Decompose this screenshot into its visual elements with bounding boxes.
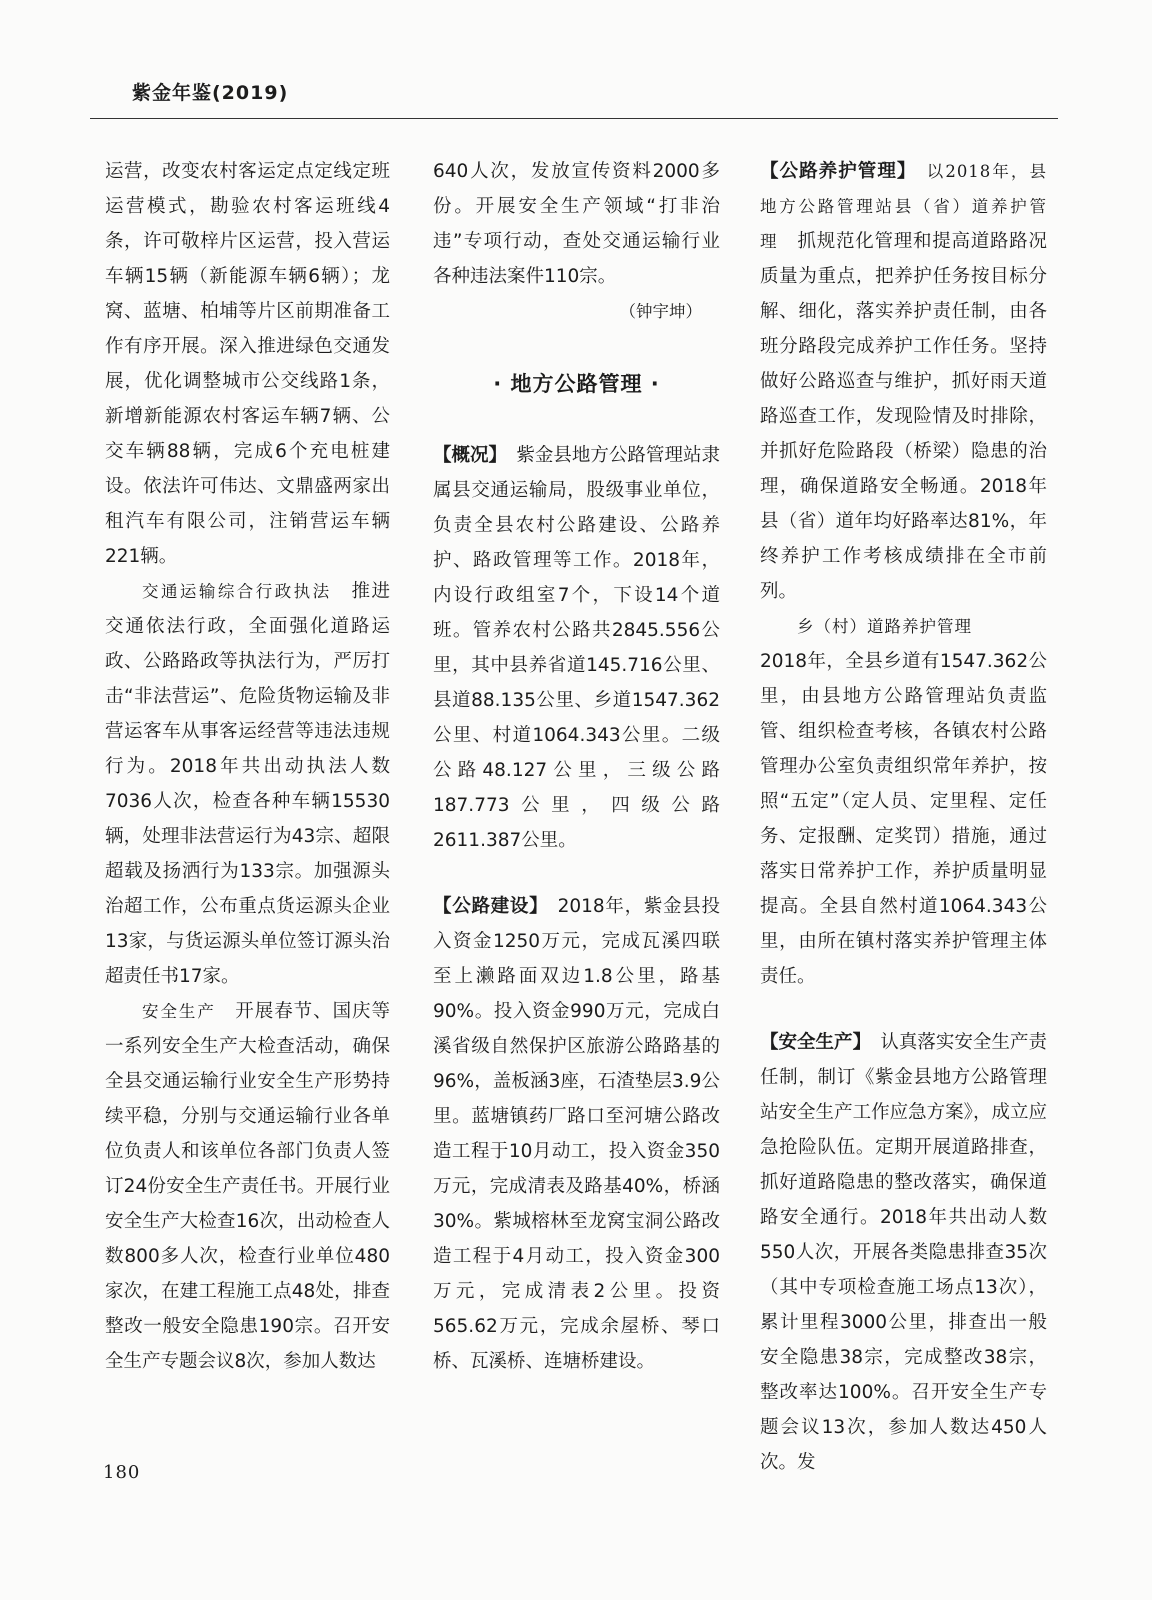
paragraph-text: 开展春节、国庆等一系列安全生产大检查活动，确保全县交通运输行业安全生产形势持续平稳，分别与交通运输行业各单位负责人和该单位各部门负责人签订24份安全生产责任书。开展行业安全生产大检查16次，出动检查人数800多人次，检查行业单位480家次，在建工程施工点48处，排查整改一般安全隐患190宗。召开安全生产专题会议8次，参加人数达 bbox=[105, 1001, 390, 1372]
subheading: 以2018年，县地方公路管理站县（省）道养护管理 bbox=[760, 162, 1047, 251]
subheading: 安全生产 bbox=[142, 1002, 216, 1021]
paragraph bbox=[433, 438, 720, 858]
paragraph bbox=[760, 154, 1047, 609]
paragraph-text: 紫金县地方公路管理站隶属县交通运输局，股级事业单位，负责全县农村公路建设、公路养护、路政管理等工作。2018年，内设行政组室7个，下设14个道班。管养农村公路共2845.556公里，其中县养省道145.716公里、县道88.135公里、乡道1547.362公里、村道1064.343公里。二级公路48.127公里，三级公路187.773公里，四级公路2611.387公里。 bbox=[433, 445, 720, 851]
paragraph bbox=[760, 1025, 1047, 1480]
bracket-heading: 【安全生产】 bbox=[760, 1032, 872, 1053]
paragraph bbox=[105, 574, 390, 994]
paragraph bbox=[760, 609, 1047, 994]
page-header bbox=[90, 78, 1058, 105]
column-middle bbox=[433, 154, 720, 1379]
book-title: 紫金年鉴(2019) bbox=[132, 82, 289, 104]
paragraph: 640人次，发放宣传资料2000多份。开展安全生产领域“打非治违”专项行动，查处交通运输行业各种违法案件110宗。 bbox=[433, 161, 720, 287]
bracket-heading: 【概况】 bbox=[433, 445, 508, 466]
paragraph bbox=[433, 889, 720, 1379]
paragraph-text: 2018年，紫金县投入资金1250万元，完成瓦溪四联至上濑路面双边1.8公里，路基90%。投入资金990万元，完成白溪省级自然保护区旅游公路路基的96%，盖板涵3座，石渣垫层3.9公里。蓝塘镇药厂路口至河塘公路改造工程于10月动工，投入资金350万元，完成清表及路基40%，桥涵30%。紫城榕林至龙窝宝洞公路改造工程于4月动工，投入资金300万元，完成清表2公里。投资565.62万元，完成余屋桥、琴口桥、瓦溪桥、连塘桥建设。 bbox=[433, 896, 720, 1372]
page-number: 180 bbox=[103, 1462, 141, 1483]
author-byline: （钟宇坤） bbox=[619, 302, 702, 321]
paragraph bbox=[105, 994, 390, 1379]
subheading: 交通运输综合行政执法 bbox=[142, 582, 332, 601]
bracket-heading: 【公路建设】 bbox=[433, 896, 549, 917]
paragraph-text: 推进交通依法行政，全面强化道路运政、公路路政等执法行为，严厉打击“非法营运”、危险货物运输及非营运客车从事客运经营等违法违规行为。2018年共出动执法人数7036人次，检查各种车辆15530辆，处理非法营运行为43宗、超限超载及扬洒行为133宗。加强源头治超工作，公布重点货运源头企业13家，与货运源头单位签订源头治超责任书17家。 bbox=[105, 581, 390, 987]
paragraph: 运营，改变农村客运定点定线定班运营模式，勘验农村客运班线4条，许可敬梓片区运营，投入营运车辆15辆（新能源车辆6辆）；龙窝、蓝塘、柏埔等片区前期准备工作有序开展。深入推进绿色交通发展，优化调整城市公交线路1条，新增新能源农村客运车辆7辆、公交车辆88辆，完成6个充电桩建设。依法许可伟达、文鼎盛两家出租汽车有限公司，注销营运车辆221辆。 bbox=[105, 161, 390, 567]
column-right bbox=[760, 154, 1047, 1480]
paragraph-text: 抓规范化管理和提高道路路况质量为重点，把养护任务按目标分解、细化，落实养护责任制，由各班分路段完成养护工作任务。坚持做好公路巡查与维护，抓好雨天道路巡查工作，发现险情及时排除，并抓好危险路段（桥梁）隐患的治理，确保道路安全畅通。2018年县（省）道年均好路率达81%，年终养护工作考核成绩排在全市前列。 bbox=[760, 231, 1047, 602]
paragraph-text: 2018年，全县乡道有1547.362公里，由县地方公路管理站负责监管、组织检查考核，各镇农村公路管理办公室负责组织常年养护，按照“五定”（定人员、定里程、定任务、定报酬、定奖罚）措施，通过落实日常养护工作，养护质量明显提高。全县自然村道1064.343公里，由所在镇村落实养护管理主体责任。 bbox=[760, 651, 1047, 987]
bracket-heading: 【公路养护管理】 bbox=[760, 161, 917, 182]
header-rule bbox=[90, 118, 1058, 119]
section-title: · 地方公路管理 · bbox=[493, 372, 660, 396]
subheading: 乡（村）道路养护管理 bbox=[797, 617, 972, 636]
column-left bbox=[105, 154, 390, 1379]
paragraph-text: 认真落实安全生产责任制，制订《紫金县地方公路管理站安全生产工作应急方案》，成立应急抢险队伍。定期开展道路排查，抓好道路隐患的整改落实，确保道路安全通行。2018年共出动人数550人次，开展各类隐患排查35次（其中专项检查施工场点13次），累计里程3000公里，排查出一般安全隐患38宗，完成整改38宗，整改率达100%。召开安全生产专题会议13次，参加人数达450人次。发 bbox=[760, 1032, 1047, 1473]
